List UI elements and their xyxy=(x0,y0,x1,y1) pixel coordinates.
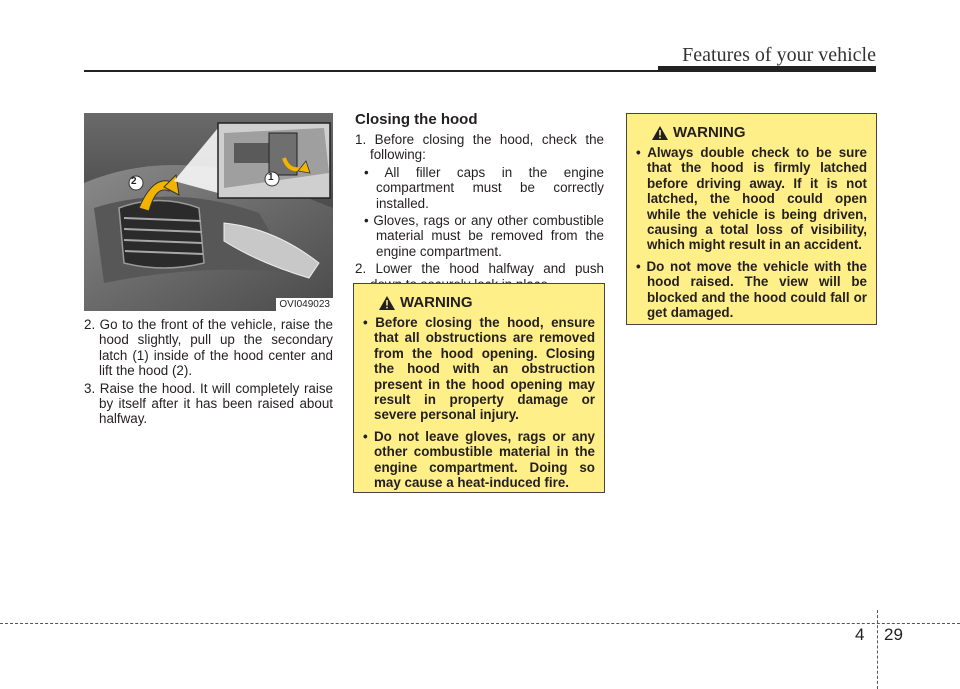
warning-header xyxy=(379,294,595,311)
page-header-title: Features of your vehicle xyxy=(682,44,876,66)
callout-1: 1 xyxy=(268,172,274,183)
closing-step-1: 1. Before closing the hood, check the following: xyxy=(355,132,604,163)
step-3: 3. Raise the hood. It will completely raise by itself after it has been raised about halfway. xyxy=(84,380,333,427)
warning-box-closing xyxy=(353,283,605,493)
section-title: Closing the hood xyxy=(355,111,478,128)
warning-triangle-icon xyxy=(652,126,668,140)
middle-column xyxy=(355,111,604,294)
closing-step-2: 2. Lower the hood halfway and push xyxy=(355,261,604,277)
page-number: 29 xyxy=(884,625,903,644)
header-rule-accent xyxy=(658,66,876,72)
warning-triangle-icon xyxy=(379,296,395,310)
warning-header xyxy=(652,124,867,141)
warning-item: • Do not move the vehicle with the hood raised. The view will be blocked and the hood could fall or get damaged. xyxy=(636,258,867,321)
warning-title: WARNING xyxy=(673,124,746,141)
footer-divider xyxy=(877,610,878,689)
closing-bullet-2: • Gloves, rags or any other combustible material must be removed from the engine compartment. xyxy=(364,213,604,259)
car-front-drawing xyxy=(84,113,333,311)
chapter-number: 4 xyxy=(855,625,865,644)
warning-item: • Before closing the hood, ensure that all obstructions are removed from the hood opening. Closing the hood with an obstruction present in the hood opening may result in property damage or severe personal injury. xyxy=(363,315,595,423)
closing-bullet-1: • All filler caps in the engine compartment must be correctly installed. xyxy=(364,164,604,211)
left-column xyxy=(84,317,333,429)
warning-title: WARNING xyxy=(400,294,473,311)
warning-item: • Always double check to be sure that the hood is firmly latched before driving away. If it is not latched, the hood could open while the vehicle is being driven, causing a total loss of visibility, which might result in an accident. xyxy=(636,145,867,253)
footer-rule xyxy=(0,623,960,624)
hood-latch-illustration xyxy=(84,113,333,311)
warning-box-latch xyxy=(626,113,877,325)
step-2: 2. Go to the front of the vehicle, raise the hood slightly, pull up the secondary latch (1) inside of the hood center and lift the hood (2). xyxy=(84,317,333,379)
callout-2: 2 xyxy=(131,176,137,187)
warning-item: • Do not leave gloves, rags or any other combustible material in the engine compartment. Doing so may cause a heat-induced fire. xyxy=(363,428,595,491)
figure-caption: OVI049023 xyxy=(276,298,333,311)
